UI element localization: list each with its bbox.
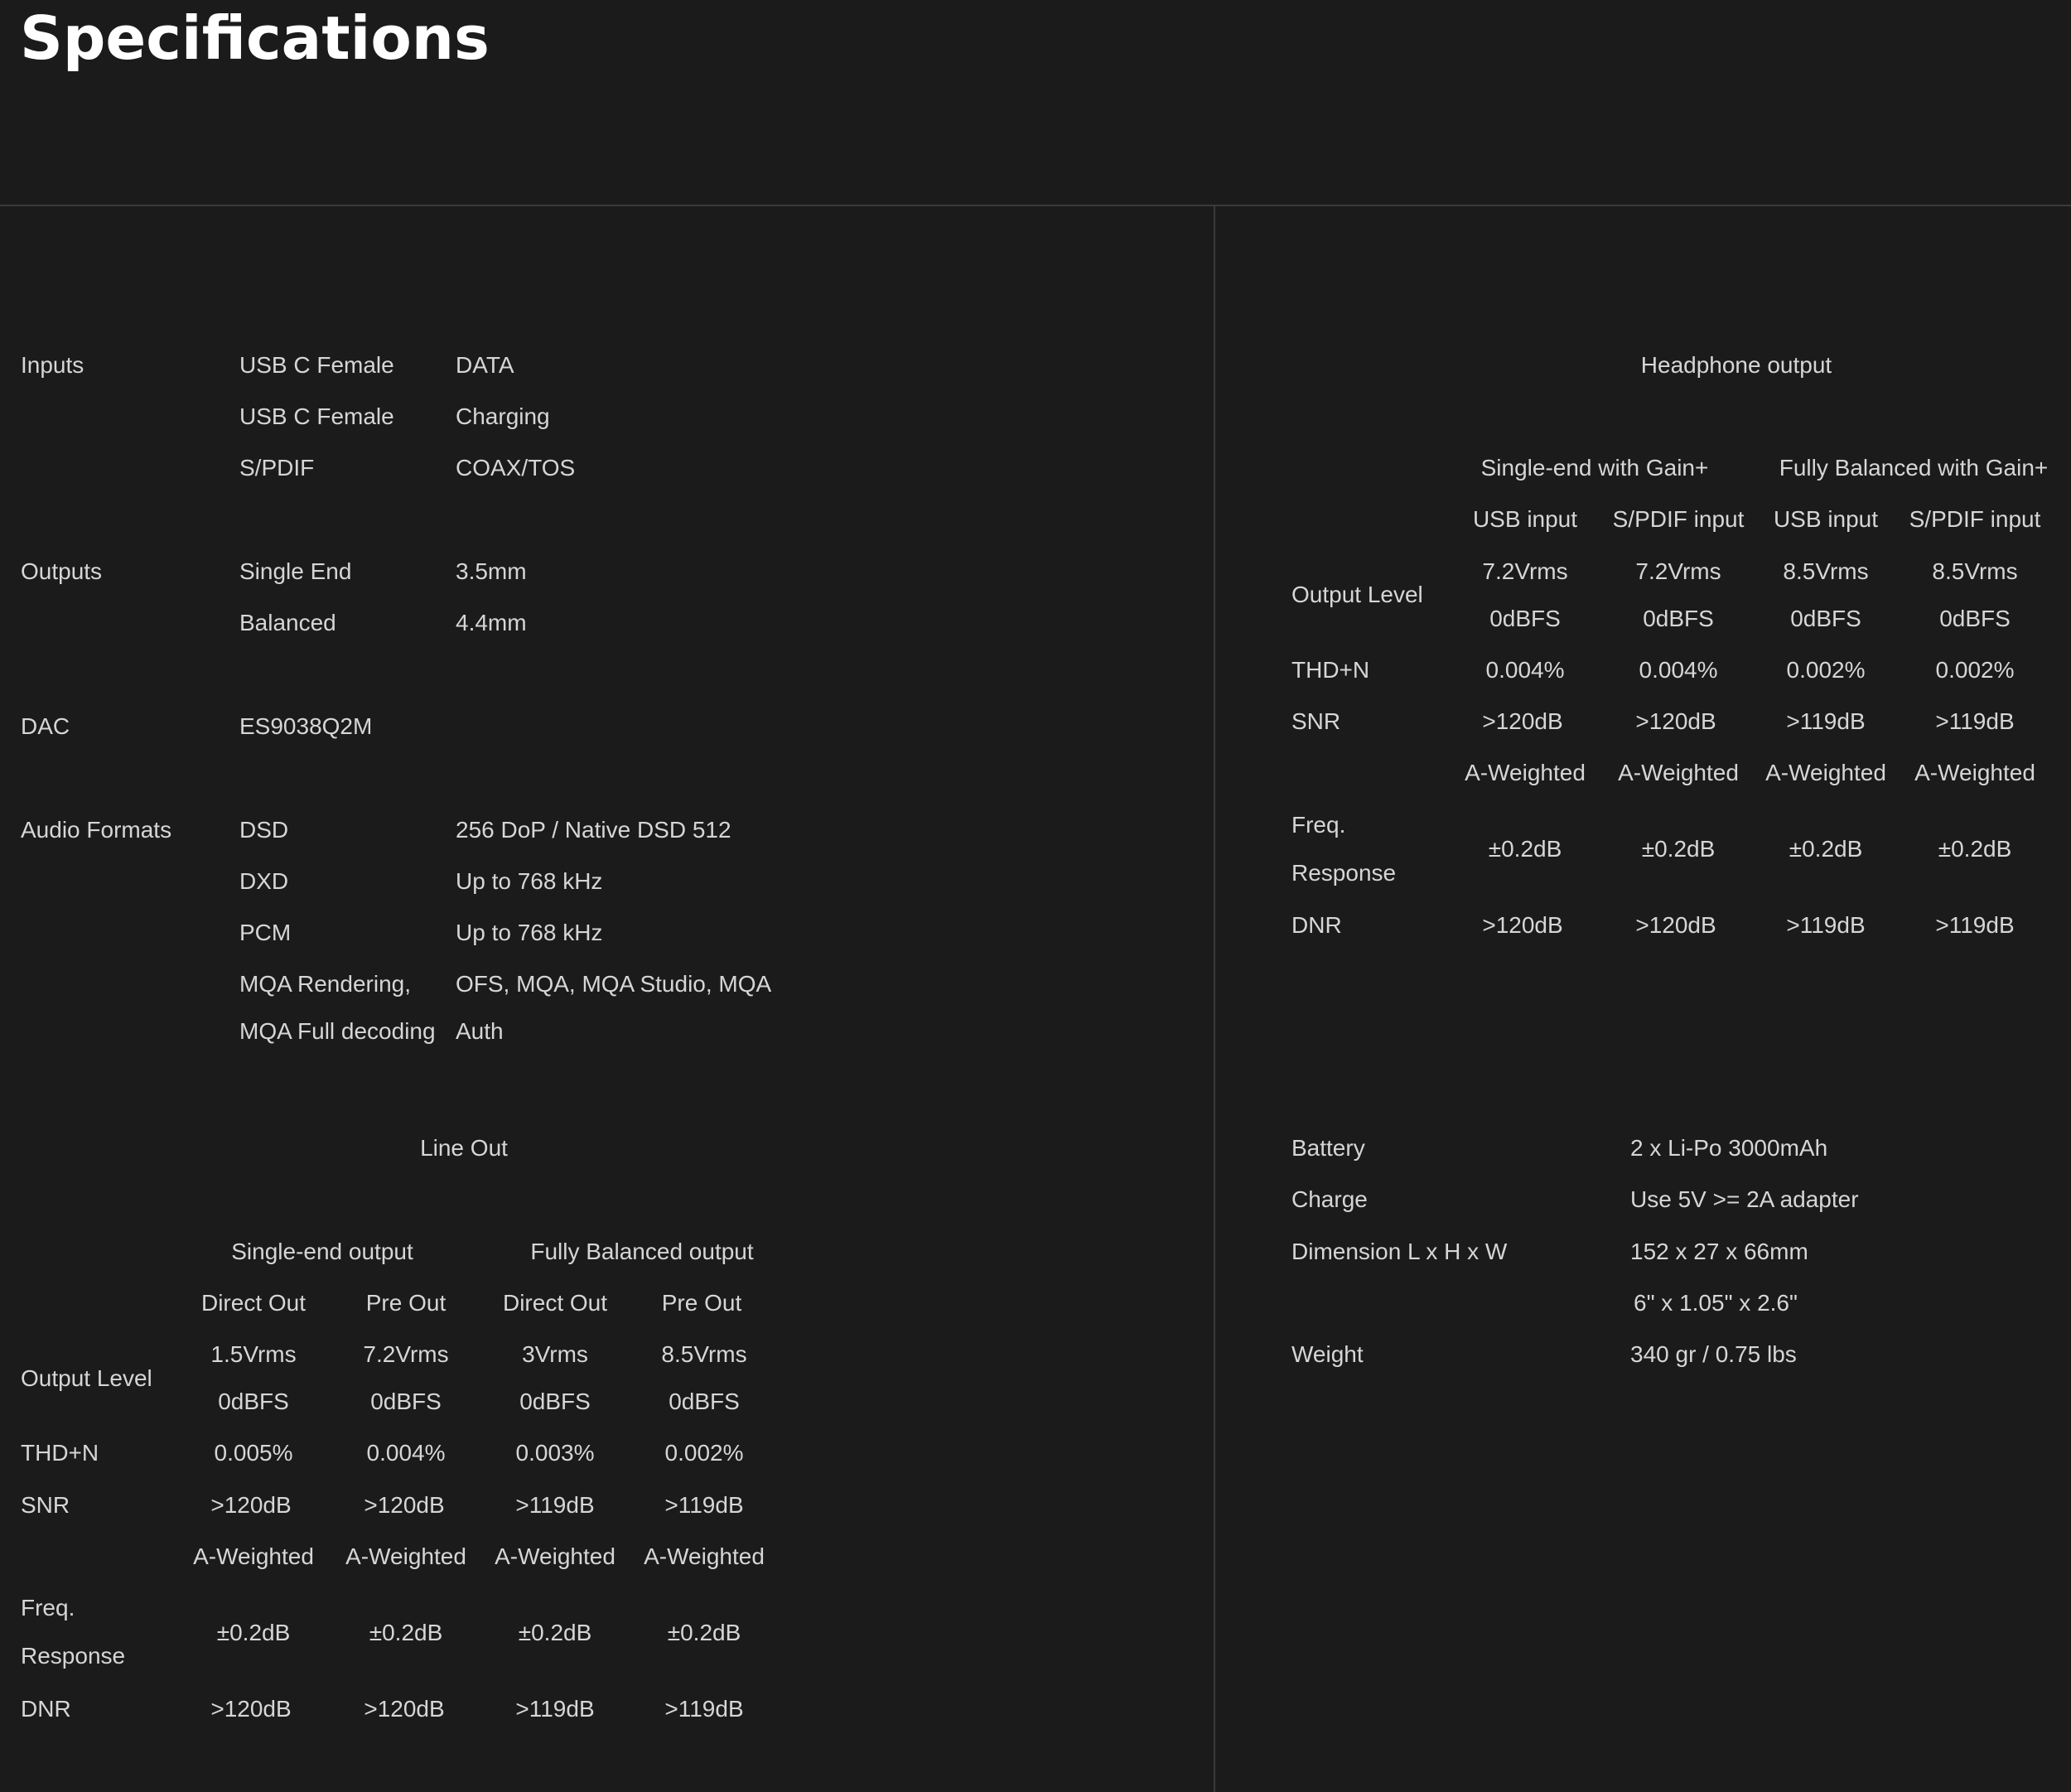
table-cell: 3Vrms <box>522 1341 588 1367</box>
table-cell: A-Weighted <box>1914 760 2035 785</box>
row-label: SNR <box>21 1492 70 1518</box>
input-value: COAX/TOS <box>456 455 576 481</box>
table-cell: >119dB <box>1935 708 2015 734</box>
table-cell: A-Weighted <box>1765 760 1886 785</box>
table-cell: 0.002% <box>1786 657 1866 683</box>
row-label: Response <box>1291 860 1397 886</box>
row-label: Response <box>21 1643 126 1669</box>
charge-label: Charge <box>1291 1186 1368 1212</box>
format-name: DXD <box>239 868 289 894</box>
table-cell: 7.2Vrms <box>1482 558 1568 584</box>
row-label: THD+N <box>1291 657 1370 683</box>
table-column-header: Pre Out <box>661 1290 742 1316</box>
table-cell: 0.002% <box>1935 657 2015 683</box>
table-cell: 0.002% <box>664 1440 744 1466</box>
table-cell: ±0.2dB <box>1789 836 1863 862</box>
table-cell: >119dB <box>664 1696 744 1722</box>
table-cell: A-Weighted <box>1465 760 1586 785</box>
output-value: 4.4mm <box>456 610 527 635</box>
charge-value: Use 5V >= 2A adapter <box>1630 1186 1859 1212</box>
row-label: Output Level <box>1291 582 1423 607</box>
dac-label: DAC <box>21 713 70 739</box>
table-cell: ±0.2dB <box>369 1620 443 1645</box>
table-cell: 0.004% <box>1485 657 1565 683</box>
format-value: Auth <box>456 1018 504 1044</box>
table-cell: 0dBFS <box>1489 606 1561 631</box>
table-cell: 0dBFS <box>218 1389 289 1414</box>
row-label: DNR <box>21 1696 71 1722</box>
table-cell: 0.004% <box>366 1440 446 1466</box>
table-group-header: Single-end output <box>231 1239 413 1264</box>
table-cell: >119dB <box>515 1696 595 1722</box>
table-cell: >120dB <box>364 1696 445 1722</box>
battery-value: 2 x Li-Po 3000mAh <box>1630 1135 1828 1161</box>
table-cell: 0dBFS <box>1939 606 2011 631</box>
table-cell: 1.5Vrms <box>210 1341 297 1367</box>
page-title: Specifications <box>20 3 490 73</box>
column-divider <box>1214 206 1215 1792</box>
table-group-header: Single-end with Gain+ <box>1480 455 1709 481</box>
weight-label: Weight <box>1291 1341 1364 1367</box>
battery-label: Battery <box>1291 1135 1365 1161</box>
audio-formats-label: Audio Formats <box>21 817 172 843</box>
line-out-title: Line Out <box>420 1135 508 1161</box>
table-cell: 7.2Vrms <box>1635 558 1721 584</box>
table-cell: 8.5Vrms <box>1932 558 2018 584</box>
row-label: Freq. <box>1291 812 1346 838</box>
format-name: MQA Rendering, <box>239 971 411 997</box>
table-cell: 0dBFS <box>669 1389 740 1414</box>
dac-value: ES9038Q2M <box>239 713 373 739</box>
row-label: Freq. <box>21 1595 75 1621</box>
row-label: DNR <box>1291 912 1342 938</box>
input-value: Charging <box>456 403 550 429</box>
format-name: PCM <box>239 920 292 945</box>
dimension-value: 152 x 27 x 66mm <box>1630 1239 1808 1264</box>
table-group-header: Fully Balanced with Gain+ <box>1779 455 2049 481</box>
input-value: DATA <box>456 352 514 378</box>
input-name: S/PDIF <box>239 455 315 481</box>
table-cell: 0.004% <box>1639 657 1718 683</box>
table-column-header: S/PDIF input <box>1909 506 2041 532</box>
table-cell: >120dB <box>210 1696 292 1722</box>
table-cell: A-Weighted <box>1618 760 1739 785</box>
outputs-label: Outputs <box>21 558 103 584</box>
table-cell: 0.005% <box>214 1440 293 1466</box>
table-cell: >119dB <box>1935 912 2015 938</box>
table-column-header: USB input <box>1472 506 1578 532</box>
table-cell: >120dB <box>210 1492 292 1518</box>
table-cell: >120dB <box>1635 912 1716 938</box>
header-divider <box>0 205 2071 206</box>
table-cell: 0dBFS <box>519 1389 591 1414</box>
input-name: USB C Female <box>239 352 394 378</box>
table-cell: ±0.2dB <box>1641 836 1716 862</box>
table-column-header: USB input <box>1773 506 1879 532</box>
table-cell: >120dB <box>364 1492 445 1518</box>
table-cell: A-Weighted <box>345 1543 466 1569</box>
table-column-header: S/PDIF input <box>1612 506 1745 532</box>
table-cell: A-Weighted <box>193 1543 314 1569</box>
table-cell: ±0.2dB <box>1488 836 1562 862</box>
table-cell: >120dB <box>1482 912 1563 938</box>
headphone-title: Headphone output <box>1640 352 1832 378</box>
table-cell: A-Weighted <box>644 1543 765 1569</box>
output-name: Single End <box>239 558 352 584</box>
table-cell: 7.2Vrms <box>363 1341 449 1367</box>
table-group-header: Fully Balanced output <box>530 1239 754 1264</box>
table-cell: 0dBFS <box>370 1389 442 1414</box>
table-cell: >119dB <box>515 1492 595 1518</box>
format-value: Up to 768 kHz <box>456 920 603 945</box>
table-column-header: Direct Out <box>200 1290 307 1316</box>
table-cell: >119dB <box>664 1492 744 1518</box>
table-cell: 0dBFS <box>1643 606 1714 631</box>
output-value: 3.5mm <box>456 558 527 584</box>
row-label: SNR <box>1291 708 1341 734</box>
table-cell: ±0.2dB <box>667 1620 741 1645</box>
table-cell: >120dB <box>1482 708 1563 734</box>
row-label: Output Level <box>21 1365 152 1391</box>
table-column-header: Pre Out <box>365 1290 447 1316</box>
table-column-header: Direct Out <box>502 1290 608 1316</box>
table-cell: ±0.2dB <box>216 1620 291 1645</box>
table-cell: 8.5Vrms <box>661 1341 747 1367</box>
output-name: Balanced <box>239 610 336 635</box>
table-cell: A-Weighted <box>495 1543 616 1569</box>
table-cell: 8.5Vrms <box>1783 558 1869 584</box>
table-cell: ±0.2dB <box>518 1620 592 1645</box>
format-value: OFS, MQA, MQA Studio, MQA <box>456 971 772 997</box>
format-value: Up to 768 kHz <box>456 868 603 894</box>
table-cell: ±0.2dB <box>1938 836 2012 862</box>
dimension-label: Dimension L x H x W <box>1291 1239 1508 1264</box>
table-cell: 0dBFS <box>1790 606 1861 631</box>
row-label: THD+N <box>21 1440 99 1466</box>
weight-value: 340 gr / 0.75 lbs <box>1630 1341 1797 1367</box>
table-cell: >120dB <box>1635 708 1716 734</box>
format-name: MQA Full decoding <box>239 1018 436 1044</box>
table-cell: >119dB <box>1786 912 1866 938</box>
format-value: 256 DoP / Native DSD 512 <box>456 817 731 843</box>
format-name: DSD <box>239 817 289 843</box>
table-cell: >119dB <box>1786 708 1866 734</box>
table-cell: 0.003% <box>515 1440 595 1466</box>
input-name: USB C Female <box>239 403 394 429</box>
inputs-label: Inputs <box>21 352 84 378</box>
dimension-value-imperial: 6" x 1.05" x 2.6" <box>1634 1290 1798 1316</box>
